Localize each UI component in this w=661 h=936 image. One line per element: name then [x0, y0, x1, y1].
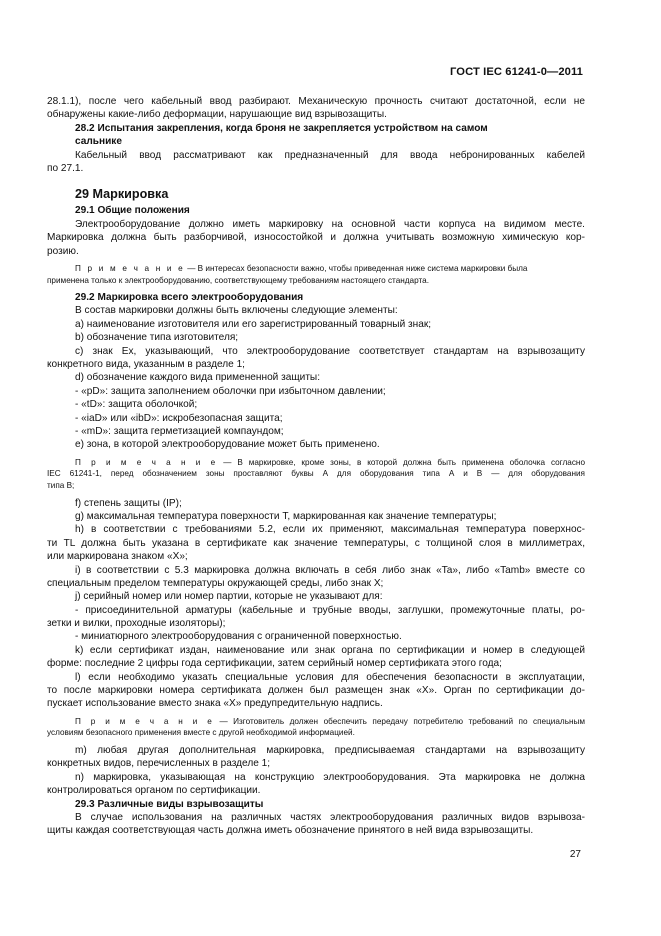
note-text: — Изготовитель должен обеспечить передачу потребителю требований по специальным	[213, 716, 586, 726]
text-line: конкретных видов, перечисленных в разделе 1;	[47, 758, 271, 770]
text-line: j) серийный номер или номер партии, которые не указывают для:	[75, 591, 383, 603]
note-line	[47, 263, 585, 275]
text-line: a) наименование изготовителя или его зарегистрированный товарный знак;	[75, 318, 432, 330]
text-line: - присоединительной арматуры (кабельные и трубные вводы, заглушки, промежуточные платы, ро-	[75, 604, 585, 616]
text-line: ти TL должна быть указана в сертификате как значение температуры, с толщиной слоя в миллиметрах,	[47, 537, 585, 549]
text-line: применена только к электрооборудованию, соответствующему требованиям настоящего стандарта.	[47, 275, 429, 285]
text-line: В случае использования на различных частях электрооборудования различных видов взрывоза-	[75, 811, 585, 823]
text-line: контролироваться органом по сертификации.	[47, 785, 261, 797]
text-line: зетки и вилки, проходные изоляторы);	[47, 618, 226, 630]
text-line: l) если необходимо указать специальные условия для обеспечения безопасности в эксплуатации,	[75, 671, 585, 683]
text-line: форме: последние 2 цифры года сертификации, затем серийный номер сертификата этого года;	[47, 658, 502, 670]
text-line: - «mD»: защита герметизацией компаундом;	[75, 426, 284, 437]
text-line: IEC 61241-1, перед обозначением зоны проставляют буквы А для оборудования типа А и В — для оборудования	[47, 469, 585, 479]
text-line: e) зона, в которой электрооборудование может быть применено.	[75, 439, 380, 451]
text-line: специальным пределом температуры окружающей среды, либо знак X;	[47, 577, 384, 589]
section-heading: 29 Маркировка	[75, 187, 169, 202]
text-line: d) обозначение каждого вида примененной защиты:	[75, 372, 320, 384]
text-line: В состав маркировки должны быть включены следующие элементы:	[75, 305, 398, 317]
text-line: h) в соответствии с требованиями 5.2, если их применяют, максимальная температура поверхнос-	[75, 524, 585, 536]
text-line: Маркировка должна быть разборчивой, износостойкой и должна учитывать возможную химическую кор-	[47, 232, 585, 244]
spacer	[47, 175, 585, 184]
page-number: 27	[569, 849, 581, 860]
text-line: g) максимальная температура поверхности T, маркированная как значение температуры;	[75, 510, 497, 522]
text-line: щиты каждая соответствующая часть должна иметь обозначение принятого в ней вида взрывозащиты.	[47, 825, 534, 837]
section-heading: 29.3 Различные виды взрывозащиты	[75, 798, 264, 810]
note-line	[47, 457, 585, 469]
section-heading: 29.2 Маркировка всего электрооборудования	[75, 292, 304, 304]
text-line: Электрооборудование должно иметь маркировку на основной части корпуса на видимом месте.	[75, 218, 585, 230]
note-label: П р и м е ч а н и е	[75, 263, 185, 273]
standard-header: ГОСТ IEC 61241-0—2011	[449, 66, 583, 78]
text-line: конкретного вида, указанным в разделе 1;	[47, 359, 245, 371]
text-line: Кабельный ввод рассматривают как предназначенный для ввода небронированных кабелей	[75, 149, 585, 161]
text-line: пускает использование вместо знака «X» предупредительную надпись.	[47, 698, 383, 710]
text-line: c) знак Ex, указывающий, что электрооборудование соответствует стандартам на взрывозащиту	[75, 345, 585, 357]
section-heading: 29.1 Общие положения	[75, 205, 190, 217]
section-heading: 28.2 Испытания закрепления, когда броня не закрепляется устройством на самом	[75, 122, 488, 134]
section-heading: сальнике	[75, 136, 122, 148]
note-label: П р и м е ч а н и е	[75, 716, 214, 726]
text-line: n) маркировка, указывающая на конструкцию электрооборудования. Эта маркировка не должна	[75, 771, 585, 783]
text-line: розию.	[47, 245, 79, 257]
text-line: - миниатюрного электрооборудования с ограниченной поверхностью.	[75, 631, 402, 643]
text-line: 28.1.1), после чего кабельный ввод разбирают. Механическую прочность считают достаточной, если не	[47, 96, 585, 107]
note-line	[47, 716, 585, 728]
note-text: — В интересах безопасности важно, чтобы приведенная ниже система маркировки была	[184, 263, 528, 273]
text-line: по 27.1.	[47, 162, 84, 174]
text-line: b) обозначение типа изготовителя;	[75, 332, 239, 344]
text-line: условиям безопасного применения вместе с другой необходимой информацией.	[47, 728, 355, 738]
note-label: П р и м е ч а н и е	[75, 457, 218, 467]
text-line: - «tD»: защита оболочкой;	[75, 399, 198, 411]
text-line: - «iaD» или «ibD»: искробезопасная защита;	[75, 412, 283, 424]
text-line: i) в соответствии с 5.3 маркировка должна включать в себя либо знак «Ta», либо «Tamb» вместе со	[75, 564, 585, 576]
text-line: k) если сертификат издан, наименование или знак органа по сертификации и номер в следующей	[75, 644, 585, 656]
text-line: то после маркировки номера сертификата должен был размещен знак «X». Орган по сертификации до-	[47, 685, 585, 697]
text-line: f) степень защиты (IP);	[75, 497, 182, 509]
text-line: обнаружены какие-либо деформации, нарушающие вид взрывозащиты.	[47, 109, 387, 121]
text-line: типа В;	[47, 480, 75, 490]
text-line: m) любая другая дополнительная маркировка, предписываемая стандартами на взрывозащиту	[75, 745, 585, 756]
document-body	[47, 95, 585, 838]
text-line: или маркирована знаком «X»;	[47, 551, 188, 563]
note-text: — В маркировке, кроме зоны, в которой должна быть применена оболочка согласно	[217, 457, 585, 467]
text-line: - «pD»: защита заполнением оболочки при избыточном давлении;	[75, 385, 386, 397]
